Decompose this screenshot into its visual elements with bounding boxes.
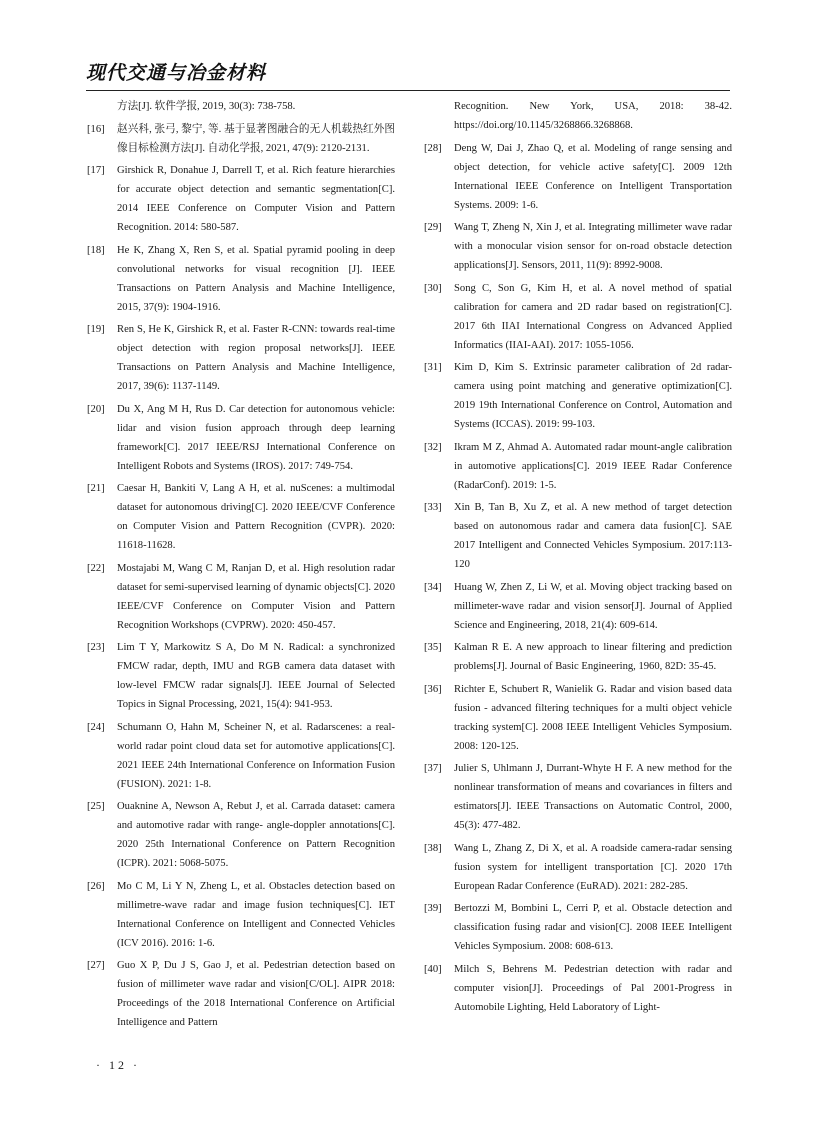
reference-item (87, 638, 395, 714)
reference-item (424, 638, 732, 676)
reference-item (424, 578, 732, 635)
continued-reference-text: Recognition. New York, USA, 2018: 38-42. https://doi.org/10.1145/3268866.3268868. (454, 101, 732, 131)
reference-text: Kim D, Kim S. Extrinsic parameter calibration of 2d radar-camera using point matching and generative optimization[C]. 2019 19th International Conference on Control, Automation and Systems (ICCAS). 2019: 99-103. (454, 362, 732, 430)
reference-number: [39] (424, 903, 442, 914)
reference-text: Julier S, Uhlmann J, Durrant-Whyte H F. A new method for the nonlinear transformation of means and covariances in filters and estimators[J]. IEEE Transactions on Automatic Control, 2000, 45(3): 477-482. (454, 763, 732, 831)
reference-text: Kalman R E. A new approach to linear filtering and prediction problems[J]. Journal of Basic Engineering, 1960, 82D: 35-45. (454, 642, 732, 672)
right-column (424, 97, 732, 1017)
left-column (87, 97, 395, 1032)
reference-item (424, 759, 732, 835)
reference-number: [28] (424, 142, 442, 154)
reference-number: [36] (424, 683, 442, 695)
reference-text: He K, Zhang X, Ren S, et al. Spatial pyramid pooling in deep convolutional networks for visual recognition [J]. IEEE Transactions on Pattern Analysis and Machine Intelligence, 2015, 37(9): 1904-1916. (117, 244, 395, 313)
reference-text: Ouaknine A, Newson A, Rebut J, et al. Carrada dataset: camera and automotive radar with range- angle-doppler annotations[C]. 2020 25th International Conference on Pattern Recognition (ICPR). 2021: 5068-5075. (117, 801, 395, 869)
reference-item (87, 320, 395, 396)
reference-item (424, 839, 732, 896)
reference-item (87, 479, 395, 555)
reference-number: [35] (424, 642, 442, 653)
reference-number: [29] (424, 222, 442, 233)
reference-text: 赵兴科, 张弓, 黎宁, 等. 基于显著图融合的无人机载热红外图像目标检测方法[J]. 自动化学报, 2021, 47(9): 2120-2131. (117, 123, 395, 154)
reference-number: [32] (424, 441, 442, 453)
reference-item (87, 956, 395, 1032)
reference-number: [27] (87, 960, 105, 971)
reference-number: [33] (424, 502, 442, 513)
page-number: · 12 · (96, 1058, 140, 1072)
reference-text: Milch S, Behrens M. Pedestrian detection with radar and computer vision[J]. Proceedings of Pal 2001-Progress in Automobile Lighting, Held Laboratory of Light- (454, 963, 732, 1013)
reference-item (87, 718, 395, 794)
reference-item (424, 899, 732, 956)
reference-number: [19] (87, 324, 105, 335)
reference-number: [30] (424, 282, 442, 294)
reference-number: [25] (87, 801, 105, 812)
header-rule (86, 90, 730, 91)
reference-item (424, 358, 732, 434)
reference-text: Ren S, He K, Girshick R, et al. Faster R-CNN: towards real-time object detection with region proposal networks[J]. IEEE Transactions on Pattern Analysis and Machine Intelligence, 2017, 39(6): 1137-1149. (117, 324, 395, 392)
reference-item (87, 400, 395, 476)
reference-number: [16] (87, 123, 105, 135)
journal-logo: 现代交通与冶金材料 (86, 62, 267, 84)
reference-number: [31] (424, 362, 442, 373)
reference-item (87, 241, 395, 317)
reference-text: Xin B, Tan B, Xu Z, et al. A new method of target detection based on autonomous radar and camera data fusion[C]. SAE 2017 Intelligent and Connected Vehicles Symposium. 2017:113-120 (454, 502, 732, 570)
reference-item (424, 680, 732, 756)
reference-item (87, 559, 395, 635)
reference-number: [34] (424, 581, 442, 593)
reference-text: Bertozzi M, Bombini L, Cerri P, et al. Obstacle detection and classification fusing radar and vision[C]. 2008 IEEE Intelligent Vehicles Symposium. 2008: 608-613. (454, 903, 732, 952)
reference-text: Wang T, Zheng N, Xin J, et al. Integrating millimeter wave radar with a monocular vision sensor for on-road obstacle detection applications[J]. Sensors, 2011, 11(9): 8992-9008. (454, 222, 732, 271)
reference-item (424, 218, 732, 275)
reference-item (424, 279, 732, 355)
reference-item (87, 797, 395, 873)
reference-number: [18] (87, 244, 105, 256)
reference-text: Wang L, Zhang Z, Di X, et al. A roadside camera-radar sensing fusion system for intelligent transportation [C]. 2020 17th European Radar Conference (EuRAD). 2021: 282-285. (454, 842, 732, 892)
reference-number: [26] (87, 880, 105, 892)
reference-number: [21] (87, 483, 105, 494)
reference-text: Richter E, Schubert R, Wanielik G. Radar and vision based data fusion - advanced filtering techniques for a multi object vehicle tracking system[C]. 2008 IEEE Intelligent Vehicles Symposium. 2008: 120-125. (454, 683, 732, 752)
reference-text: Mo C M, Li Y N, Zheng L, et al. Obstacles detection based on millimetre-wave radar and image fusion techniques[C]. IET International Conference on Intelligent and Connected Vehicles (ICV 2016). 2016: 1-6. (117, 880, 395, 949)
reference-text: Ikram M Z, Ahmad A. Automated radar mount-angle calibration in automotive applications[C]. 2019 IEEE Radar Conference (RadarConf). 2019: 1-5. (454, 441, 732, 491)
reference-item (87, 161, 395, 237)
reference-item (424, 139, 732, 215)
reference-number: [20] (87, 403, 105, 415)
reference-text: Deng W, Dai J, Zhao Q, et al. Modeling of range sensing and object detection, for vehicle active safety[C]. 2009 12th International IEEE Conference on Intelligent Transportation Systems. 2009: 1-6. (454, 142, 732, 211)
reference-item (424, 498, 732, 574)
reference-text: Caesar H, Bankiti V, Lang A H, et al. nuScenes: a multimodal dataset for autonomous driving[C]. 2020 IEEE/CVF Conference on Computer Vision and Pattern Recognition (CVPR). 2020: 11618-11628. (117, 483, 395, 551)
reference-text: Huang W, Zhen Z, Li W, et al. Moving object tracking based on millimeter-wave radar and vision sensor[J]. Journal of Applied Science and Engineering, 2018, 21(4): 609-614. (454, 581, 732, 631)
reference-item (87, 877, 395, 953)
reference-item (424, 960, 732, 1017)
reference-number: [22] (87, 562, 105, 574)
reference-item (87, 120, 395, 158)
reference-text: Song C, Son G, Kim H, et al. A novel method of spatial calibration for camera and 2D radar based on registration[C]. 2017 6th IIAI International Congress on Advanced Applied Informatics (IIAI-AAI). 2017: 1055-1056. (454, 282, 732, 351)
reference-text: Lim T Y, Markowitz S A, Do M N. Radical: a synchronized FMCW radar, depth, IMU and RGB camera data dataset with low-level FMCW radar signals[J]. IEEE Journal of Selected Topics in Signal Processing, 2021, 15(4): 941-953. (117, 642, 395, 710)
continued-reference-text: 方法[J]. 软件学报, 2019, 30(3): 738-758. (117, 101, 296, 112)
reference-item (424, 438, 732, 495)
reference-number: [17] (87, 165, 105, 176)
reference-text: Mostajabi M, Wang C M, Ranjan D, et al. High resolution radar dataset for semi-supervised learning of dynamic objects[C]. 2020 IEEE/CVF Conference on Computer Vision and Pattern Recognition Workshops (CVPRW). 2020: 450-457. (117, 562, 395, 631)
reference-number: [38] (424, 842, 442, 854)
reference-text: Girshick R, Donahue J, Darrell T, et al. Rich feature hierarchies for accurate object detection and semantic segmentation[C]. 2014 IEEE Conference on Computer Vision and Pattern Recognition. 2014: 580-587. (117, 165, 395, 233)
reference-number: [37] (424, 763, 442, 774)
reference-text: Schumann O, Hahn M, Scheiner N, et al. Radarscenes: a real-world radar point cloud data set for automotive applications[C]. 2021 IEEE 24th International Conference on Information Fusion (FUSION). 2021: 1-8. (117, 721, 395, 790)
reference-number: [24] (87, 721, 105, 733)
reference-number: [23] (87, 642, 105, 653)
reference-number: [40] (424, 963, 442, 975)
reference-text: Du X, Ang M H, Rus D. Car detection for autonomous vehicle: lidar and vision fusion approach through deep learning framework[C]. 2017 IEEE/RSJ International Conference on Intelligent Robots and Systems (IROS). 2017: 749-754. (117, 403, 395, 472)
reference-text: Guo X P, Du J S, Gao J, et al. Pedestrian detection based on fusion of millimeter wave radar and vision[C/OL]. AIPR 2018: Proceedings of the 2018 International Conference on Artificial Intelligence and Pattern (117, 960, 395, 1028)
